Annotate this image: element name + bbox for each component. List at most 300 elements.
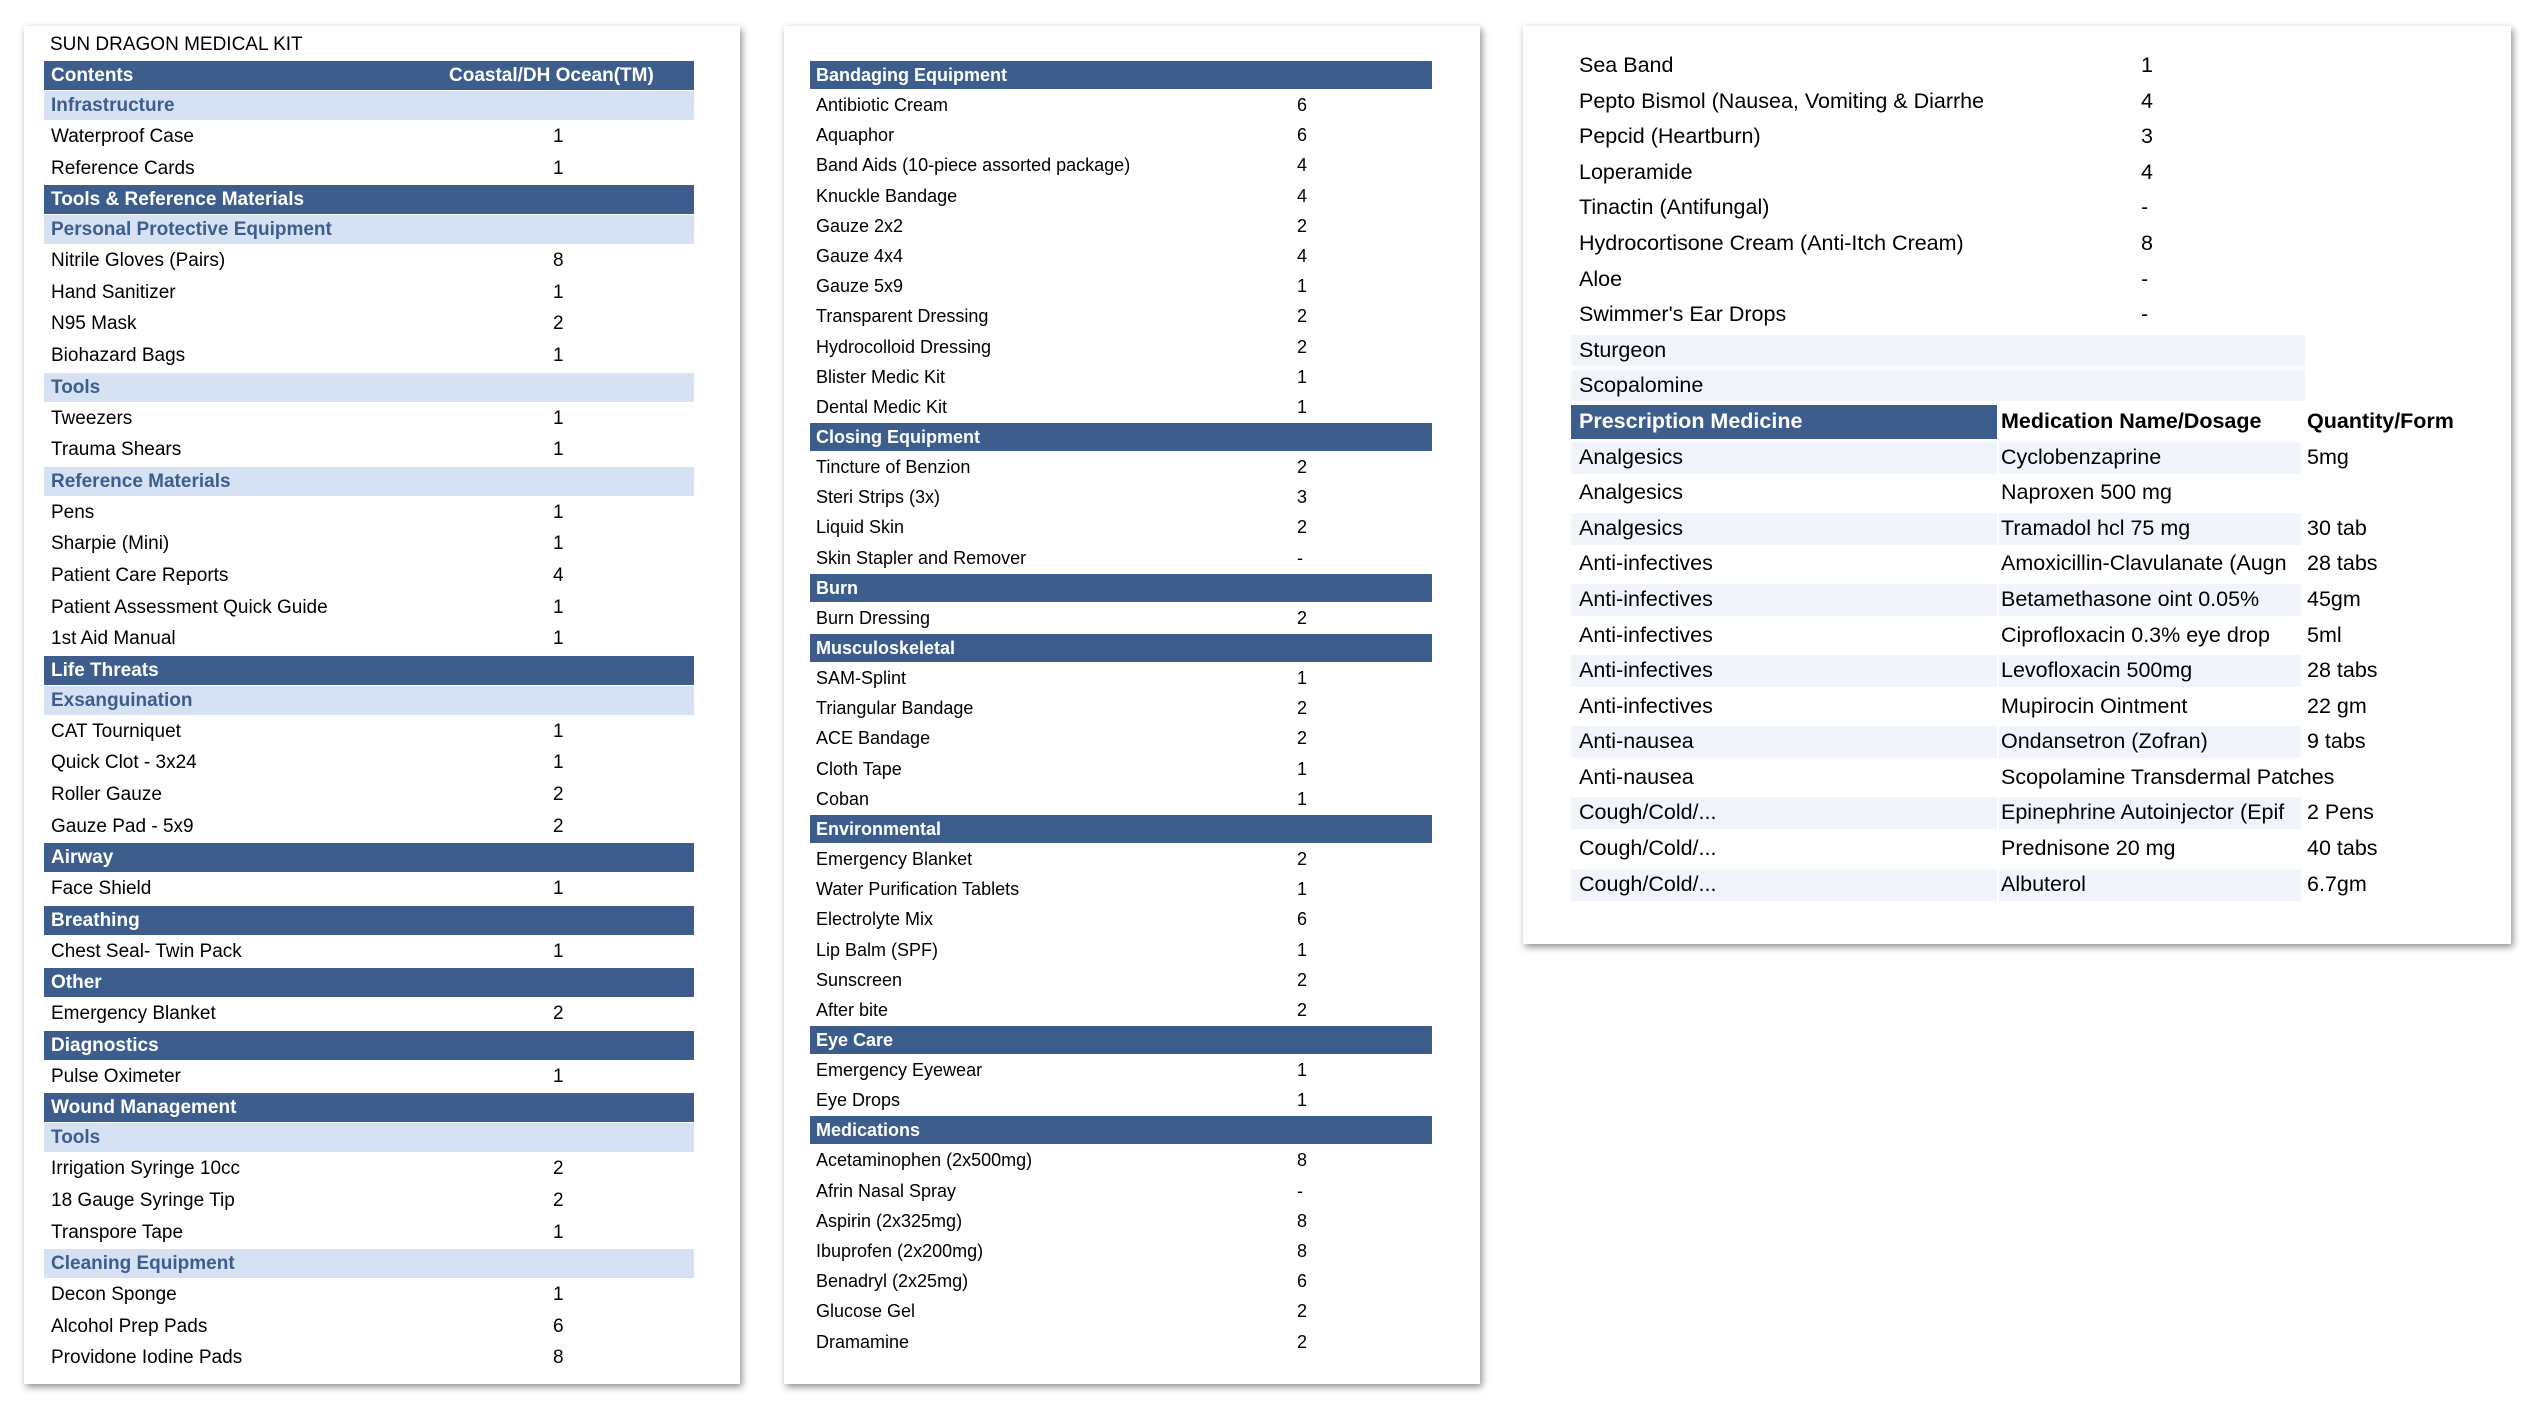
- section-header-row: [44, 1031, 694, 1060]
- item-quantity: 2: [1297, 1331, 1308, 1352]
- item-quantity: 2: [553, 1158, 564, 1180]
- section-header-row: [44, 185, 694, 214]
- item-quantity: 1: [553, 940, 564, 962]
- section-header-row: [44, 1093, 694, 1122]
- item-name: Gauze 5x9: [816, 276, 904, 297]
- item-name: Trauma Shears: [51, 439, 182, 461]
- item-quantity: 1: [553, 344, 564, 366]
- medicine-category: Anti-infectives: [1579, 551, 1713, 576]
- item-row: [810, 362, 1432, 392]
- quantity-form: 40 tabs: [2307, 836, 2378, 861]
- item-name: Emergency Blanket: [51, 1003, 216, 1025]
- item-name: Reference Cards: [51, 157, 195, 179]
- quantity-form: 2 Pens: [2307, 800, 2374, 825]
- medicine-category: Anti-nausea: [1579, 764, 1694, 789]
- medication-name: Albuterol: [2001, 871, 2086, 896]
- item-name: 18 Gauge Syringe Tip: [51, 1190, 235, 1212]
- section-header-row: [810, 815, 1432, 843]
- item-quantity: 2: [1297, 517, 1308, 538]
- item-row: [810, 1145, 1432, 1175]
- item-row: [810, 723, 1432, 753]
- item-row: [810, 1055, 1432, 1085]
- item-quantity: 1: [553, 1221, 564, 1243]
- item-quantity: 2: [553, 815, 564, 837]
- section-header-row: [44, 968, 694, 997]
- section-title: Eye Care: [816, 1030, 894, 1051]
- item-name: Emergency Eyewear: [816, 1060, 983, 1081]
- item-quantity: 1: [553, 439, 564, 461]
- item-quantity: 1: [1297, 396, 1308, 417]
- otc-quantity: 8: [2141, 230, 2153, 255]
- item-name: Sharpie (Mini): [51, 533, 170, 555]
- item-quantity: 2: [553, 1003, 564, 1025]
- item-name: Hydrocolloid Dressing: [816, 336, 992, 357]
- section-title: Diagnostics: [51, 1034, 159, 1056]
- kit-contents-table: [44, 60, 694, 1374]
- item-row: [810, 995, 1432, 1025]
- section-header-row: [44, 906, 694, 935]
- item-name: Acetaminophen (2x500mg): [816, 1150, 1033, 1171]
- otc-row: [1571, 48, 2521, 84]
- medicine-category: Analgesics: [1579, 480, 1683, 505]
- item-name: Lip Balm (SPF): [816, 939, 939, 960]
- section-title: Medications: [816, 1120, 921, 1141]
- item-quantity: 4: [553, 564, 564, 586]
- otc-name: Scopalomine: [1579, 373, 1704, 398]
- item-row: [810, 120, 1432, 150]
- item-quantity: 1: [1297, 276, 1308, 297]
- otc-row: [1571, 226, 2521, 262]
- item-quantity: 8: [553, 250, 564, 272]
- section-title: Wound Management: [51, 1097, 237, 1119]
- medicine-category: Anti-infectives: [1579, 658, 1713, 683]
- section-title: Musculoskeletal: [816, 638, 956, 658]
- otc-name: Swimmer's Ear Drops: [1579, 302, 1787, 327]
- section-title: Burn: [816, 577, 858, 598]
- item-quantity: 1: [1297, 758, 1308, 779]
- medication-name: Betamethasone oint 0.05%: [2001, 586, 2260, 611]
- item-row: [810, 784, 1432, 814]
- item-name: Gauze 2x2: [816, 215, 904, 236]
- quantity-form: 28 tabs: [2307, 658, 2378, 683]
- item-name: Ibuprofen (2x200mg): [816, 1241, 984, 1261]
- item-quantity: 2: [1297, 607, 1308, 628]
- otc-row: [1571, 155, 2521, 191]
- otc-quantity: 4: [2141, 159, 2153, 184]
- item-row: [44, 592, 694, 624]
- item-row: [810, 663, 1432, 693]
- section-header-row: [44, 843, 694, 872]
- item-row: [44, 1311, 694, 1343]
- item-row: [44, 873, 694, 905]
- section-header-row: [810, 1026, 1432, 1054]
- item-row: [44, 340, 694, 372]
- prescription-row: [1571, 760, 2521, 796]
- item-quantity: 1: [553, 126, 564, 147]
- medication-name: Mupirocin Ointment: [2001, 693, 2188, 718]
- item-row: [810, 181, 1432, 211]
- otc-row: [1571, 262, 2521, 298]
- item-name: Tweezers: [51, 407, 133, 429]
- column-header-medication: Medication Name/Dosage: [2001, 408, 2262, 433]
- item-name: Coban: [816, 788, 870, 809]
- medication-name: Ciprofloxacin 0.3% eye drop: [2001, 622, 2270, 647]
- otc-quantity: -: [2141, 302, 2149, 327]
- section-header-row: [810, 574, 1432, 602]
- item-quantity: 6: [1297, 125, 1308, 146]
- prescription-row: [1571, 689, 2521, 725]
- item-quantity: 8: [1297, 1150, 1308, 1171]
- item-quantity: 6: [1297, 1271, 1308, 1292]
- item-row: [810, 392, 1432, 422]
- prescription-row: [1571, 475, 2521, 511]
- prescription-row: [1571, 546, 2521, 582]
- quantity-form: 5ml: [2307, 622, 2342, 647]
- item-quantity: 4: [1297, 185, 1308, 206]
- item-row: [44, 747, 694, 779]
- item-name: Electrolyte Mix: [816, 909, 934, 930]
- medication-name: Levofloxacin 500mg: [2001, 658, 2193, 683]
- item-row: [810, 693, 1432, 723]
- item-quantity: 1: [553, 501, 564, 523]
- otc-quantity: 3: [2141, 124, 2153, 149]
- item-name: Transpore Tape: [51, 1221, 184, 1243]
- quantity-form: 6.7gm: [2307, 871, 2367, 896]
- item-name: Pens: [51, 501, 95, 523]
- item-row: [810, 482, 1432, 512]
- item-row: [44, 528, 694, 560]
- quantity-form: 28 tabs: [2307, 551, 2378, 576]
- item-name: Transparent Dressing: [816, 306, 989, 327]
- section-title: Cleaning Equipment: [51, 1253, 235, 1275]
- medication-name: Ondansetron (Zofran): [2001, 729, 2208, 754]
- otc-row: [1571, 84, 2521, 120]
- quantity-form: 22 gm: [2307, 693, 2367, 718]
- section-title: Closing Equipment: [816, 427, 980, 448]
- medication-name: Naproxen 500 mg: [2001, 480, 2172, 505]
- item-quantity: 1: [1297, 668, 1308, 688]
- item-row: [44, 308, 694, 340]
- otc-quantity: 1: [2141, 53, 2153, 77]
- medicine-category: Anti-nausea: [1579, 729, 1694, 754]
- item-row: [810, 512, 1432, 542]
- subsection-header-row: [44, 686, 694, 715]
- item-quantity: 8: [553, 1347, 564, 1369]
- section-header-row: [810, 61, 1432, 89]
- medicine-category: Anti-infectives: [1579, 622, 1713, 647]
- item-row: [44, 1185, 694, 1217]
- prescription-row: [1571, 867, 2521, 903]
- item-row: [44, 1061, 694, 1093]
- medication-name: Tramadol hcl 75 mg: [2001, 515, 2191, 540]
- page-3: [1523, 26, 2511, 944]
- item-quantity: 1: [553, 596, 564, 618]
- item-name: Knuckle Bandage: [816, 185, 958, 206]
- item-name: Benadryl (2x25mg): [816, 1271, 969, 1292]
- item-name: Steri Strips (3x): [816, 487, 941, 508]
- otc-name: Pepto Bismol (Nausea, Vomiting & Diarrhe: [1579, 88, 1985, 113]
- section-title: Infrastructure: [51, 95, 175, 116]
- item-row: [810, 452, 1432, 482]
- item-row: [810, 965, 1432, 995]
- item-row: [44, 560, 694, 592]
- item-quantity: 1: [553, 533, 564, 555]
- item-name: N95 Mask: [51, 313, 137, 335]
- item-row: [44, 245, 694, 277]
- column-header-quantity: Quantity/Form: [2307, 408, 2454, 433]
- item-name: Aspirin (2x325mg): [816, 1210, 963, 1231]
- item-quantity: 6: [553, 1315, 564, 1337]
- item-name: Afrin Nasal Spray: [816, 1180, 957, 1201]
- item-quantity: 2: [553, 313, 564, 335]
- item-name: Waterproof Case: [51, 126, 194, 147]
- item-quantity: 2: [553, 783, 564, 805]
- item-row: [810, 1296, 1432, 1326]
- subsection-header-row: [44, 1123, 694, 1152]
- page-1: [24, 26, 740, 1384]
- section-header-row: [810, 423, 1432, 451]
- item-row: [810, 1327, 1432, 1357]
- otc-name: Hydrocortisone Cream (Anti-Itch Cream): [1579, 230, 1964, 255]
- item-name: Irrigation Syringe 10cc: [51, 1158, 241, 1180]
- item-row: [810, 935, 1432, 965]
- subsection-header-row: [44, 215, 694, 244]
- otc-quantity: -: [2141, 266, 2149, 291]
- medication-name: Scopolamine Transdermal Patches: [2001, 764, 2335, 789]
- medicine-category: Analgesics: [1579, 515, 1683, 540]
- item-row: [44, 716, 694, 748]
- column-header-quantity: Coastal/DH Ocean(TM): [449, 65, 654, 86]
- item-name: Biohazard Bags: [51, 344, 186, 366]
- item-quantity: 1: [553, 720, 564, 742]
- item-row: [44, 623, 694, 655]
- quantity-form: 30 tab: [2307, 515, 2367, 540]
- item-row: [44, 497, 694, 529]
- otc-name: Sea Band: [1579, 53, 1674, 77]
- medicine-category: Analgesics: [1579, 444, 1683, 469]
- otc-row: [1571, 190, 2521, 226]
- kit-contents-table-continued: [810, 60, 1432, 1357]
- section-title: Personal Protective Equipment: [51, 219, 332, 241]
- item-row: [810, 1085, 1432, 1115]
- item-quantity: 1: [553, 1284, 564, 1306]
- medication-name: Prednisone 20 mg: [2001, 836, 2176, 861]
- item-quantity: -: [1297, 1180, 1303, 1201]
- page-2: [784, 26, 1480, 1384]
- otc-name: Loperamide: [1579, 159, 1693, 184]
- item-quantity: 1: [1297, 366, 1308, 387]
- item-row: [810, 603, 1432, 633]
- item-quantity: 2: [1297, 215, 1308, 236]
- item-name: Dental Medic Kit: [816, 396, 948, 417]
- item-row: [44, 403, 694, 435]
- section-title: Tools & Reference Materials: [51, 189, 305, 211]
- item-name: Triangular Bandage: [816, 698, 974, 719]
- item-name: Burn Dressing: [816, 607, 931, 628]
- item-quantity: 1: [553, 407, 564, 429]
- item-quantity: 1: [553, 281, 564, 303]
- section-header-row: [810, 1116, 1432, 1144]
- item-name: Quick Clot - 3x24: [51, 752, 197, 774]
- quantity-form: 9 tabs: [2307, 729, 2366, 754]
- item-name: Antibiotic Cream: [816, 95, 949, 115]
- otc-row: [1571, 368, 2521, 404]
- item-row: [810, 874, 1432, 904]
- item-name: Skin Stapler and Remover: [816, 547, 1027, 568]
- item-name: Roller Gauze: [51, 783, 162, 805]
- item-quantity: 1: [1297, 1060, 1308, 1081]
- item-row: [44, 1279, 694, 1311]
- prescription-row: [1571, 582, 2521, 618]
- medicine-category: Cough/Cold/...: [1579, 836, 1717, 861]
- otc-row: [1571, 333, 2521, 369]
- medicine-table: [1571, 48, 2521, 902]
- item-name: Sunscreen: [816, 969, 903, 990]
- subsection-header-row: [44, 467, 694, 496]
- item-row: [44, 153, 694, 185]
- item-row: [810, 150, 1432, 180]
- section-title: Life Threats: [51, 659, 159, 681]
- item-row: [810, 543, 1432, 573]
- section-title: Environmental: [816, 818, 942, 839]
- item-quantity: 1: [1297, 1090, 1308, 1111]
- item-row: [810, 90, 1432, 120]
- medication-name: Cyclobenzaprine: [2001, 444, 2162, 469]
- item-name: Water Purification Tablets: [816, 879, 1020, 900]
- section-title: Other: [51, 972, 102, 994]
- section-title: Tools: [51, 376, 101, 398]
- item-name: Gauze 4x4: [816, 245, 904, 266]
- item-row: [810, 301, 1432, 331]
- item-row: [44, 1153, 694, 1185]
- item-row: [810, 1236, 1432, 1266]
- item-quantity: 2: [1297, 728, 1308, 749]
- section-header-row: [810, 634, 1432, 662]
- item-quantity: 2: [1297, 336, 1308, 357]
- prescription-row: [1571, 795, 2521, 831]
- prescription-row: [1571, 724, 2521, 760]
- prescription-row: [1571, 618, 2521, 654]
- section-title: Contents: [51, 65, 134, 86]
- item-name: Dramamine: [816, 1331, 910, 1352]
- subsection-header-row: [44, 373, 694, 402]
- item-quantity: 1: [553, 628, 564, 650]
- section-header-row: [44, 61, 694, 90]
- item-row: [44, 434, 694, 466]
- item-row: [810, 332, 1432, 362]
- item-row: [44, 779, 694, 811]
- item-quantity: -: [1297, 547, 1303, 568]
- item-quantity: 2: [1297, 306, 1308, 327]
- medicine-category: Anti-infectives: [1579, 586, 1713, 611]
- item-name: Glucose Gel: [816, 1301, 916, 1322]
- item-name: Aquaphor: [816, 125, 895, 146]
- section-title: Bandaging Equipment: [816, 65, 1007, 85]
- item-name: Gauze Pad - 5x9: [51, 815, 194, 837]
- item-quantity: 4: [1297, 245, 1308, 266]
- item-row: [44, 936, 694, 968]
- item-row: [44, 121, 694, 153]
- item-row: [810, 241, 1432, 271]
- otc-name: Tinactin (Antifungal): [1579, 195, 1770, 220]
- item-quantity: 2: [1297, 999, 1308, 1020]
- item-name: Band Aids (10-piece assorted package): [816, 155, 1131, 176]
- item-quantity: 8: [1297, 1241, 1308, 1261]
- item-row: [810, 1206, 1432, 1236]
- otc-row: [1571, 297, 2521, 333]
- item-name: Tincture of Benzion: [816, 457, 971, 478]
- item-row: [44, 1217, 694, 1249]
- medication-name: Epinephrine Autoinjector (Epif: [2001, 800, 2285, 825]
- document-title: SUN DRAGON MEDICAL KIT: [50, 34, 303, 55]
- subsection-header-row: [44, 1249, 694, 1278]
- item-name: Alcohol Prep Pads: [51, 1315, 208, 1337]
- item-row: [810, 1176, 1432, 1206]
- item-name: CAT Tourniquet: [51, 720, 181, 742]
- item-quantity: 6: [1297, 95, 1308, 115]
- item-quantity: 2: [1297, 969, 1308, 990]
- item-quantity: 2: [1297, 848, 1308, 869]
- section-title: Breathing: [51, 909, 140, 931]
- item-name: Cloth Tape: [816, 758, 902, 779]
- item-name: Liquid Skin: [816, 517, 905, 538]
- item-quantity: 1: [1297, 788, 1308, 809]
- otc-quantity: 4: [2141, 88, 2153, 113]
- item-row: [810, 271, 1432, 301]
- section-title: Airway: [51, 847, 114, 869]
- quantity-form: 5mg: [2307, 444, 2349, 469]
- otc-row: [1571, 119, 2521, 155]
- otc-name: Aloe: [1579, 266, 1623, 291]
- item-name: Emergency Blanket: [816, 848, 973, 869]
- item-name: SAM-Splint: [816, 668, 907, 688]
- prescription-row: [1571, 440, 2521, 476]
- item-row: [44, 1342, 694, 1374]
- item-row: [44, 811, 694, 843]
- medication-name: Amoxicillin-Clavulanate (Augn: [2001, 551, 2287, 576]
- column-header-category: Prescription Medicine: [1579, 408, 1803, 433]
- item-quantity: 3: [1297, 487, 1308, 508]
- prescription-row: [1571, 653, 2521, 689]
- quantity-form: 45gm: [2307, 586, 2361, 611]
- item-name: Decon Sponge: [51, 1284, 177, 1306]
- otc-name: Sturgeon: [1579, 337, 1667, 362]
- prescription-header-row: [1571, 404, 2521, 440]
- item-quantity: 2: [553, 1190, 564, 1212]
- item-name: 1st Aid Manual: [51, 628, 176, 650]
- item-quantity: 1: [553, 752, 564, 774]
- item-name: Blister Medic Kit: [816, 366, 946, 387]
- item-name: Face Shield: [51, 878, 152, 900]
- subsection-header-row: [44, 91, 694, 120]
- prescription-row: [1571, 831, 2521, 867]
- item-quantity: 4: [1297, 155, 1308, 176]
- medicine-category: Anti-infectives: [1579, 693, 1713, 718]
- item-quantity: 2: [1297, 698, 1308, 719]
- item-name: Pulse Oximeter: [51, 1065, 181, 1087]
- item-row: [810, 1266, 1432, 1296]
- item-quantity: 1: [553, 1065, 564, 1087]
- item-quantity: 1: [1297, 879, 1308, 900]
- item-name: Nitrile Gloves (Pairs): [51, 250, 226, 272]
- item-quantity: 1: [553, 157, 564, 179]
- item-row: [810, 904, 1432, 934]
- item-quantity: 8: [1297, 1210, 1308, 1231]
- otc-name: Pepcid (Heartburn): [1579, 124, 1761, 149]
- medicine-category: Cough/Cold/...: [1579, 871, 1717, 896]
- section-title: Reference Materials: [51, 470, 231, 492]
- item-row: [44, 277, 694, 309]
